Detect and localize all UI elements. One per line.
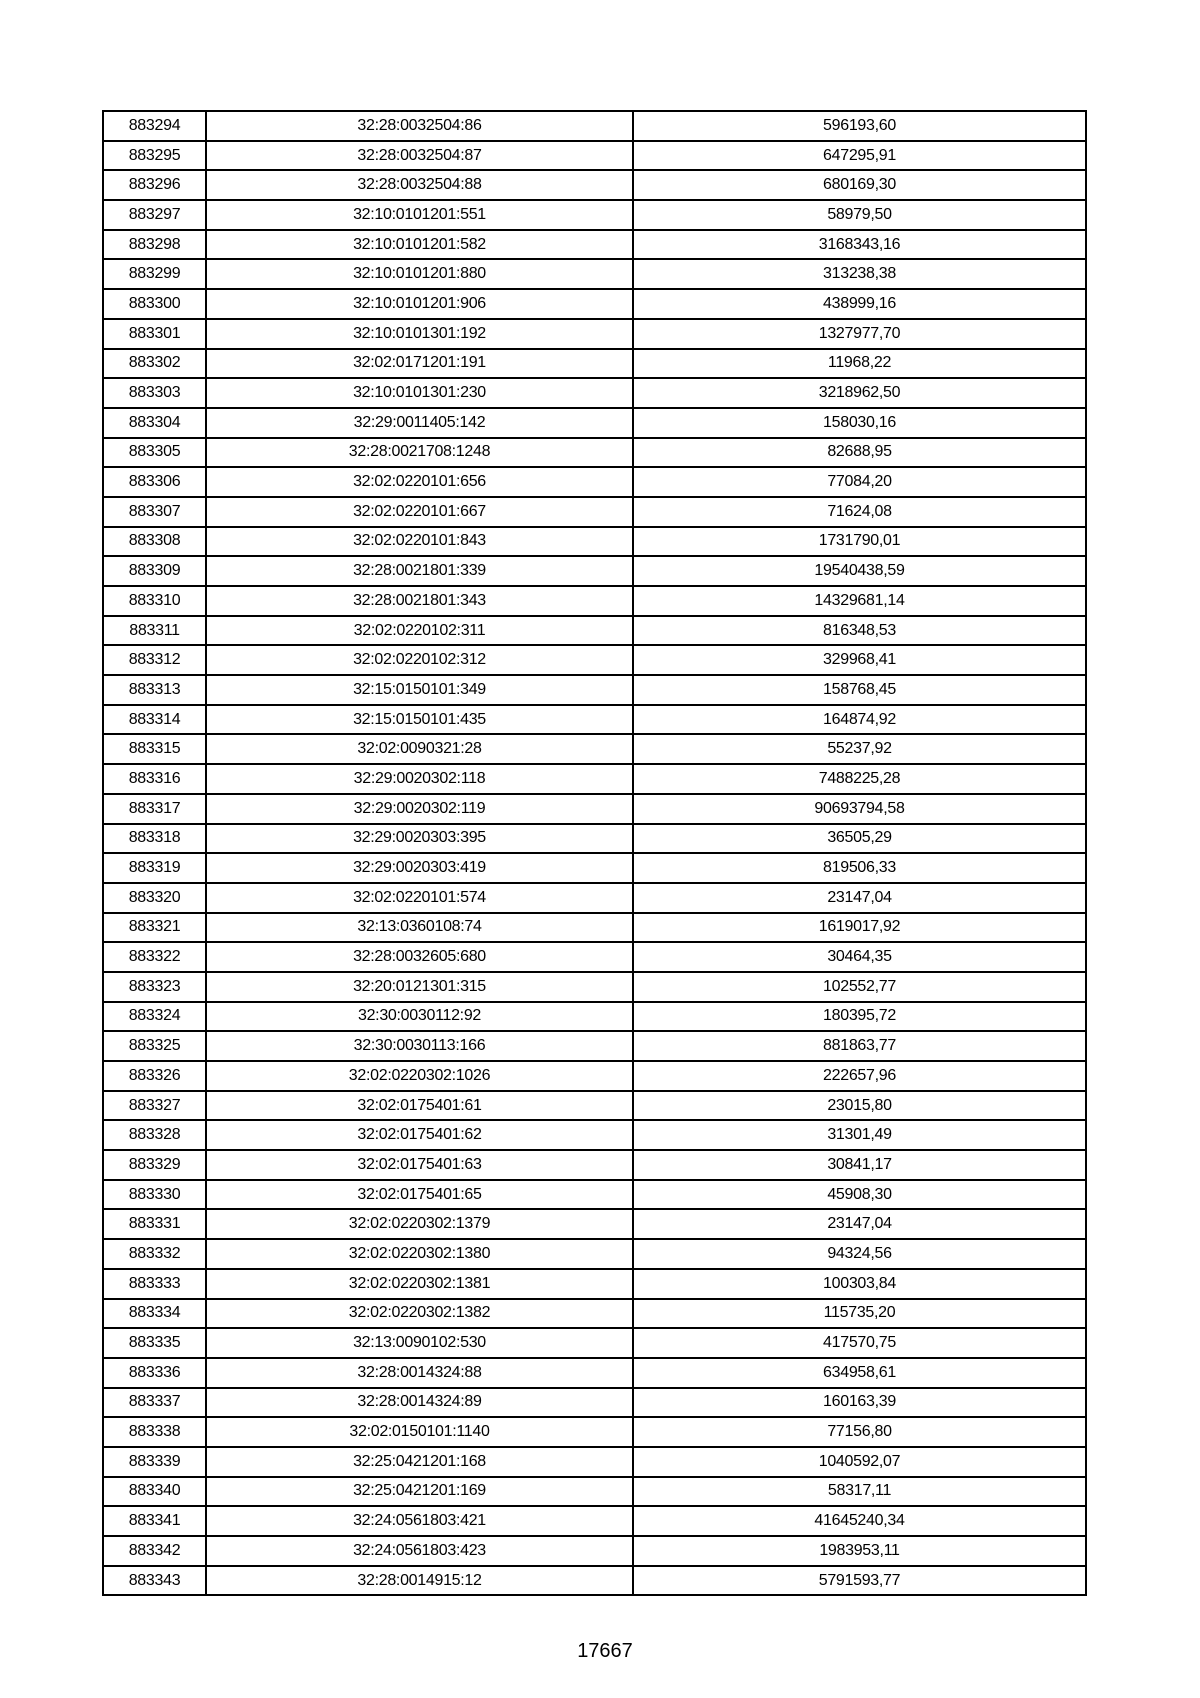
cadastral-number-cell: 32:15:0150101:435 (206, 705, 633, 735)
cadastral-number-cell: 32:02:0220302:1382 (206, 1299, 633, 1329)
cadastral-value-cell: 180395,72 (633, 1002, 1086, 1032)
row-number-cell: 883322 (103, 942, 206, 972)
cadastral-value-cell: 819506,33 (633, 853, 1086, 883)
cadastral-number-cell: 32:28:0014324:88 (206, 1358, 633, 1388)
table-row (103, 1180, 1086, 1210)
row-number-cell: 883308 (103, 527, 206, 557)
table-row (103, 527, 1086, 557)
cadastral-value-cell: 23147,04 (633, 883, 1086, 913)
row-number-cell: 883329 (103, 1150, 206, 1180)
cadastral-number-cell: 32:02:0220102:312 (206, 645, 633, 675)
table-row (103, 616, 1086, 646)
cadastral-value-cell: 77084,20 (633, 467, 1086, 497)
cadastral-number-cell: 32:02:0220302:1381 (206, 1269, 633, 1299)
cadastral-value-cell: 41645240,34 (633, 1506, 1086, 1536)
cadastral-number-cell: 32:02:0220302:1379 (206, 1209, 633, 1239)
table-row (103, 1002, 1086, 1032)
cadastral-value-cell: 3218962,50 (633, 378, 1086, 408)
row-number-cell: 883300 (103, 289, 206, 319)
cadastral-value-cell: 19540438,59 (633, 556, 1086, 586)
cadastral-number-cell: 32:29:0020303:395 (206, 824, 633, 854)
cadastral-number-cell: 32:28:0032605:680 (206, 942, 633, 972)
cadastral-value-cell: 438999,16 (633, 289, 1086, 319)
cadastral-number-cell: 32:28:0014915:12 (206, 1566, 633, 1596)
page-number: 17667 (577, 1640, 633, 1662)
cadastral-value-cell: 31301,49 (633, 1120, 1086, 1150)
cadastral-value-cell: 100303,84 (633, 1269, 1086, 1299)
cadastral-value-cell: 1619017,92 (633, 913, 1086, 943)
cadastral-value-cell: 58317,11 (633, 1477, 1086, 1507)
cadastral-value-cell: 11968,22 (633, 349, 1086, 379)
table-row (103, 1506, 1086, 1536)
row-number-cell: 883341 (103, 1506, 206, 1536)
cadastral-number-cell: 32:10:0101201:551 (206, 200, 633, 230)
table-row (103, 556, 1086, 586)
cadastral-value-cell: 55237,92 (633, 734, 1086, 764)
table-row (103, 408, 1086, 438)
cadastral-value-cell: 222657,96 (633, 1061, 1086, 1091)
row-number-cell: 883340 (103, 1477, 206, 1507)
cadastral-value-cell: 30841,17 (633, 1150, 1086, 1180)
cadastral-value-cell: 5791593,77 (633, 1566, 1086, 1596)
table-row (103, 1536, 1086, 1566)
row-number-cell: 883331 (103, 1209, 206, 1239)
cadastral-value-cell: 647295,91 (633, 141, 1086, 171)
cadastral-value-cell: 77156,80 (633, 1417, 1086, 1447)
row-number-cell: 883298 (103, 230, 206, 260)
table-row (103, 1447, 1086, 1477)
table-row (103, 111, 1086, 141)
cadastral-value-cell: 7488225,28 (633, 764, 1086, 794)
row-number-cell: 883314 (103, 705, 206, 735)
row-number-cell: 883299 (103, 259, 206, 289)
cadastral-value-cell: 417570,75 (633, 1328, 1086, 1358)
cadastral-value-cell: 3168343,16 (633, 230, 1086, 260)
row-number-cell: 883315 (103, 734, 206, 764)
row-number-cell: 883309 (103, 556, 206, 586)
table-row (103, 705, 1086, 735)
cadastral-value-cell: 36505,29 (633, 824, 1086, 854)
cadastral-number-cell: 32:30:0030113:166 (206, 1031, 633, 1061)
row-number-cell: 883323 (103, 972, 206, 1002)
table-row (103, 1091, 1086, 1121)
table-row (103, 1209, 1086, 1239)
row-number-cell: 883332 (103, 1239, 206, 1269)
cadastral-number-cell: 32:29:0020303:419 (206, 853, 633, 883)
row-number-cell: 883311 (103, 616, 206, 646)
cadastral-value-cell: 816348,53 (633, 616, 1086, 646)
table-row (103, 349, 1086, 379)
cadastral-value-cell: 23015,80 (633, 1091, 1086, 1121)
row-number-cell: 883313 (103, 675, 206, 705)
cadastral-value-cell: 1983953,11 (633, 1536, 1086, 1566)
row-number-cell: 883324 (103, 1002, 206, 1032)
table-row (103, 1328, 1086, 1358)
cadastral-number-cell: 32:10:0101201:906 (206, 289, 633, 319)
cadastral-value-cell: 160163,39 (633, 1388, 1086, 1418)
cadastral-value-cell: 1731790,01 (633, 527, 1086, 557)
table-row (103, 913, 1086, 943)
row-number-cell: 883317 (103, 794, 206, 824)
row-number-cell: 883338 (103, 1417, 206, 1447)
table-row (103, 586, 1086, 616)
table-row (103, 1299, 1086, 1329)
row-number-cell: 883307 (103, 497, 206, 527)
table-row (103, 497, 1086, 527)
table-row (103, 289, 1086, 319)
cadastral-value-cell: 680169,30 (633, 170, 1086, 200)
row-number-cell: 883334 (103, 1299, 206, 1329)
table-row (103, 794, 1086, 824)
table-row (103, 1269, 1086, 1299)
cadastral-number-cell: 32:02:0220101:843 (206, 527, 633, 557)
table-row (103, 378, 1086, 408)
cadastral-value-cell: 313238,38 (633, 259, 1086, 289)
row-number-cell: 883326 (103, 1061, 206, 1091)
row-number-cell: 883320 (103, 883, 206, 913)
cadastral-number-cell: 32:02:0220101:656 (206, 467, 633, 497)
table-row (103, 1150, 1086, 1180)
row-number-cell: 883343 (103, 1566, 206, 1596)
row-number-cell: 883303 (103, 378, 206, 408)
cadastral-value-table (102, 110, 1087, 1596)
row-number-cell: 883304 (103, 408, 206, 438)
cadastral-value-cell: 634958,61 (633, 1358, 1086, 1388)
table-row (103, 438, 1086, 468)
cadastral-value-cell: 30464,35 (633, 942, 1086, 972)
row-number-cell: 883301 (103, 319, 206, 349)
cadastral-number-cell: 32:28:0021708:1248 (206, 438, 633, 468)
cadastral-value-cell: 1327977,70 (633, 319, 1086, 349)
row-number-cell: 883310 (103, 586, 206, 616)
cadastral-number-cell: 32:10:0101201:880 (206, 259, 633, 289)
table-row (103, 824, 1086, 854)
table-row (103, 1120, 1086, 1150)
table-row (103, 230, 1086, 260)
table-row (103, 1477, 1086, 1507)
table-row (103, 1388, 1086, 1418)
cadastral-number-cell: 32:28:0021801:343 (206, 586, 633, 616)
table-row (103, 675, 1086, 705)
table-row (103, 1061, 1086, 1091)
cadastral-value-cell: 164874,92 (633, 705, 1086, 735)
cadastral-value-cell: 596193,60 (633, 111, 1086, 141)
cadastral-number-cell: 32:28:0032504:86 (206, 111, 633, 141)
table-row (103, 319, 1086, 349)
table-row (103, 1417, 1086, 1447)
cadastral-number-cell: 32:29:0011405:142 (206, 408, 633, 438)
cadastral-number-cell: 32:02:0175401:63 (206, 1150, 633, 1180)
cadastral-number-cell: 32:28:0032504:87 (206, 141, 633, 171)
cadastral-value-cell: 23147,04 (633, 1209, 1086, 1239)
row-number-cell: 883321 (103, 913, 206, 943)
row-number-cell: 883333 (103, 1269, 206, 1299)
cadastral-number-cell: 32:29:0020302:119 (206, 794, 633, 824)
row-number-cell: 883306 (103, 467, 206, 497)
cadastral-number-cell: 32:24:0561803:421 (206, 1506, 633, 1536)
cadastral-value-cell: 94324,56 (633, 1239, 1086, 1269)
cadastral-number-cell: 32:30:0030112:92 (206, 1002, 633, 1032)
cadastral-number-cell: 32:02:0220101:574 (206, 883, 633, 913)
cadastral-value-cell: 881863,77 (633, 1031, 1086, 1061)
cadastral-number-cell: 32:02:0175401:61 (206, 1091, 633, 1121)
cadastral-number-cell: 32:02:0220102:311 (206, 616, 633, 646)
cadastral-number-cell: 32:15:0150101:349 (206, 675, 633, 705)
row-number-cell: 883294 (103, 111, 206, 141)
table-row (103, 734, 1086, 764)
table-row (103, 972, 1086, 1002)
row-number-cell: 883297 (103, 200, 206, 230)
row-number-cell: 883312 (103, 645, 206, 675)
cadastral-number-cell: 32:02:0171201:191 (206, 349, 633, 379)
row-number-cell: 883328 (103, 1120, 206, 1150)
row-number-cell: 883335 (103, 1328, 206, 1358)
row-number-cell: 883327 (103, 1091, 206, 1121)
row-number-cell: 883337 (103, 1388, 206, 1418)
table-row (103, 259, 1086, 289)
cadastral-number-cell: 32:02:0175401:62 (206, 1120, 633, 1150)
table-row (103, 467, 1086, 497)
row-number-cell: 883295 (103, 141, 206, 171)
cadastral-number-cell: 32:02:0220302:1380 (206, 1239, 633, 1269)
cadastral-number-cell: 32:25:0421201:169 (206, 1477, 633, 1507)
table-body (103, 111, 1086, 1595)
cadastral-number-cell: 32:28:0014324:89 (206, 1388, 633, 1418)
table-row (103, 200, 1086, 230)
row-number-cell: 883325 (103, 1031, 206, 1061)
cadastral-value-cell: 158768,45 (633, 675, 1086, 705)
row-number-cell: 883318 (103, 824, 206, 854)
row-number-cell: 883305 (103, 438, 206, 468)
cadastral-number-cell: 32:02:0220302:1026 (206, 1061, 633, 1091)
table-row (103, 1358, 1086, 1388)
cadastral-number-cell: 32:10:0101301:192 (206, 319, 633, 349)
table-row (103, 645, 1086, 675)
cadastral-number-cell: 32:02:0090321:28 (206, 734, 633, 764)
cadastral-value-cell: 90693794,58 (633, 794, 1086, 824)
table-row (103, 764, 1086, 794)
cadastral-number-cell: 32:25:0421201:168 (206, 1447, 633, 1477)
cadastral-value-cell: 329968,41 (633, 645, 1086, 675)
cadastral-value-cell: 58979,50 (633, 200, 1086, 230)
row-number-cell: 883339 (103, 1447, 206, 1477)
row-number-cell: 883336 (103, 1358, 206, 1388)
table-row (103, 141, 1086, 171)
cadastral-number-cell: 32:24:0561803:423 (206, 1536, 633, 1566)
row-number-cell: 883296 (103, 170, 206, 200)
table-row (103, 170, 1086, 200)
row-number-cell: 883319 (103, 853, 206, 883)
cadastral-number-cell: 32:10:0101201:582 (206, 230, 633, 260)
cadastral-number-cell: 32:02:0175401:65 (206, 1180, 633, 1210)
cadastral-number-cell: 32:13:0360108:74 (206, 913, 633, 943)
cadastral-value-cell: 14329681,14 (633, 586, 1086, 616)
cadastral-value-cell: 102552,77 (633, 972, 1086, 1002)
row-number-cell: 883302 (103, 349, 206, 379)
cadastral-number-cell: 32:13:0090102:530 (206, 1328, 633, 1358)
cadastral-value-cell: 158030,16 (633, 408, 1086, 438)
cadastral-number-cell: 32:02:0150101:1140 (206, 1417, 633, 1447)
cadastral-value-cell: 115735,20 (633, 1299, 1086, 1329)
table-row (103, 1239, 1086, 1269)
table-row (103, 1031, 1086, 1061)
cadastral-number-cell: 32:10:0101301:230 (206, 378, 633, 408)
table-row (103, 853, 1086, 883)
table-row (103, 883, 1086, 913)
cadastral-number-cell: 32:29:0020302:118 (206, 764, 633, 794)
table-row (103, 1566, 1086, 1596)
cadastral-number-cell: 32:28:0021801:339 (206, 556, 633, 586)
cadastral-number-cell: 32:28:0032504:88 (206, 170, 633, 200)
row-number-cell: 883316 (103, 764, 206, 794)
cadastral-value-cell: 71624,08 (633, 497, 1086, 527)
row-number-cell: 883342 (103, 1536, 206, 1566)
table-row (103, 942, 1086, 972)
cadastral-number-cell: 32:20:0121301:315 (206, 972, 633, 1002)
cadastral-value-cell: 1040592,07 (633, 1447, 1086, 1477)
cadastral-number-cell: 32:02:0220101:667 (206, 497, 633, 527)
cadastral-value-cell: 82688,95 (633, 438, 1086, 468)
cadastral-value-cell: 45908,30 (633, 1180, 1086, 1210)
row-number-cell: 883330 (103, 1180, 206, 1210)
